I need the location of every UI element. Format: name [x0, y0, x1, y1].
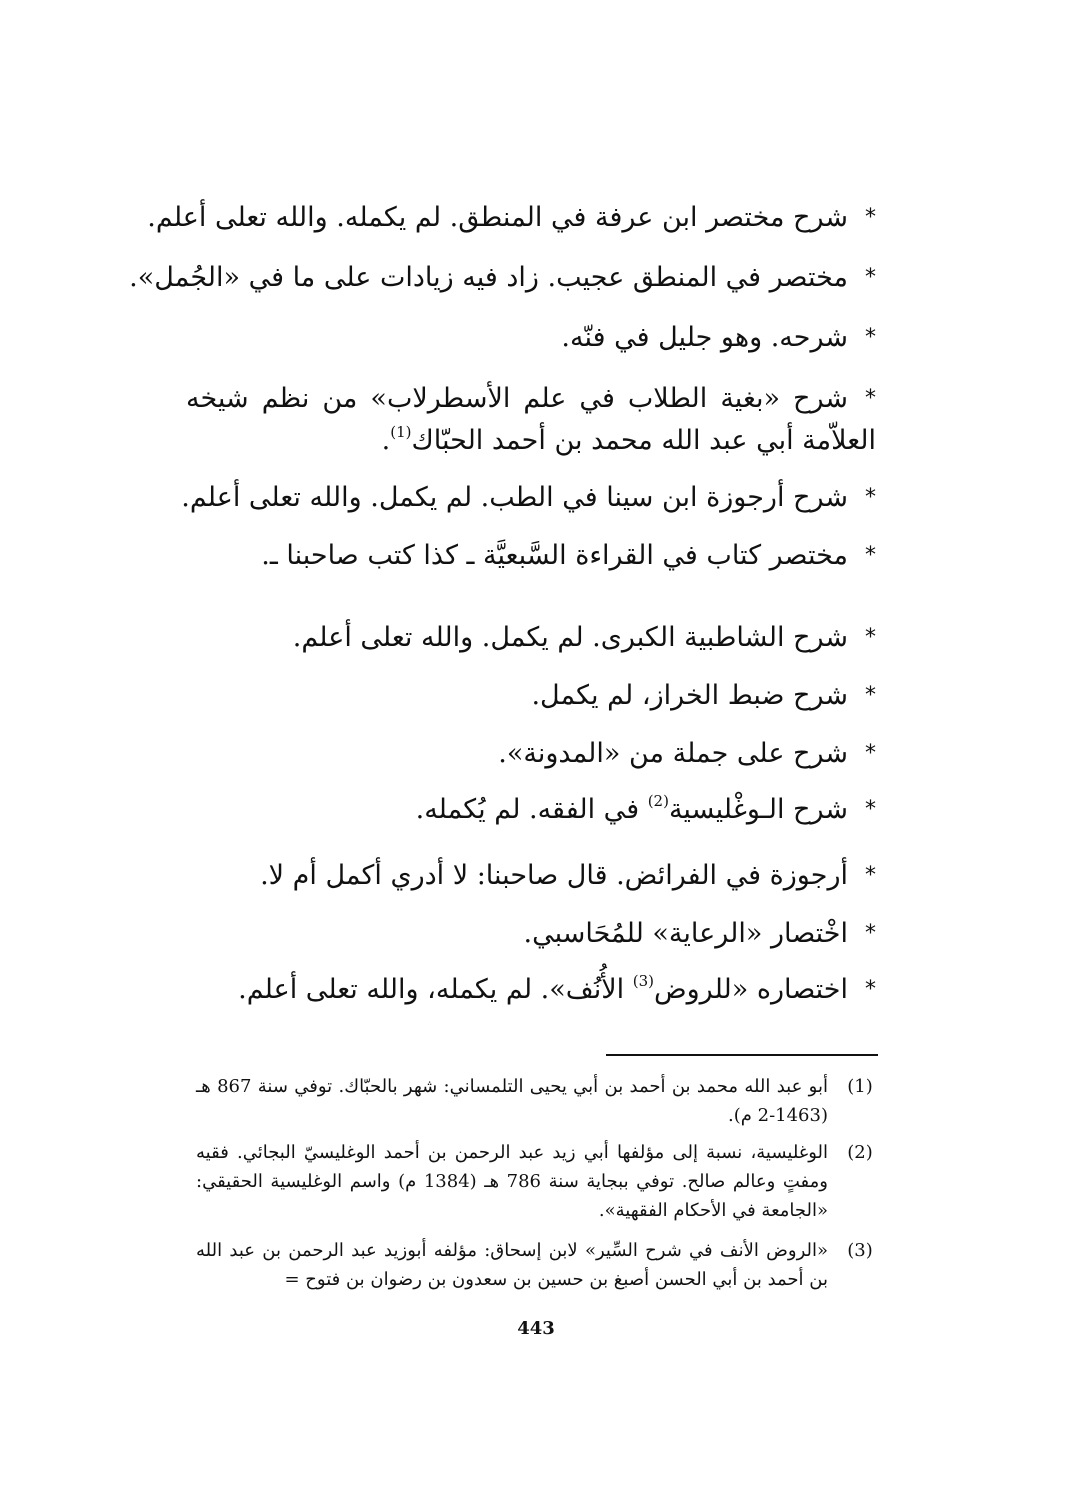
bullet-mark: * — [865, 625, 876, 650]
list-item — [181, 478, 876, 518]
footnote — [196, 1236, 876, 1294]
bullet-mark: * — [865, 921, 876, 946]
list-item — [147, 198, 876, 238]
item-text: شرح على جملة من «المدونة». — [498, 738, 848, 769]
bullet-mark: * — [865, 683, 876, 708]
bullet-mark: * — [865, 797, 876, 822]
bullet-mark: * — [865, 325, 876, 350]
list-item — [260, 856, 876, 896]
list-item — [524, 914, 876, 954]
item-text: شرحه. وهو جليل في فنّه. — [561, 322, 848, 353]
item-text: شرح «بغية الطلاب في علم الأسطرلاب» من نظم شيخه العلاّمة أبي عبد الله محمد بن أحمد الحبّاك — [186, 383, 876, 456]
list-item — [561, 318, 876, 358]
footnote-ref: (1) — [390, 423, 412, 441]
bullet-mark: * — [865, 265, 876, 290]
list-item — [293, 618, 876, 658]
item-text: مختصر في المنطق عجيب. زاد فيه زيادات على ما في «الجُمل». — [129, 262, 848, 293]
item-text-end: الأُنُف». لم يكمله، والله تعلى أعلم. — [238, 974, 633, 1005]
list-item — [129, 258, 876, 298]
footnote-separator — [606, 1054, 878, 1056]
footnote-text: أبو عبد الله محمد بن أحمد بن أبي يحيى التلمساني: شهر بالحبّاك. توفي سنة 867 هـ (1463-2 م). — [196, 1076, 828, 1126]
footnote-text: الوغليسية، نسبة إلى مؤلفها أبي زيد عبد الرحمن بن أحمد الوغليسيّ البجائي. فقيه ومفتٍ وعالم صالح. توفي ببجاية سنة 786 هـ (1384 م) واسم الوغليسية الحقيقي: «الجامعة في الأحكام الفقهية». — [196, 1142, 828, 1221]
footnote — [196, 1072, 876, 1130]
item-text: أرجوزة في الفرائض. قال صاحبنا: لا أدري أكمل أم لا. — [260, 860, 848, 891]
item-text: شرح مختصر ابن عرفة في المنطق. لم يكمله. والله تعلى أعلم. — [147, 202, 848, 233]
item-text: مختصر كتاب في القراءة السَّبعيَّة ـ كذا كتب صاحبنا ـ. — [261, 540, 848, 571]
bullet-mark: * — [865, 543, 876, 568]
footnote-number: (1) — [847, 1076, 873, 1097]
list-item — [416, 790, 876, 830]
list-item — [261, 536, 876, 576]
item-text: شرح الـوغْليسية — [668, 794, 848, 825]
bullet-mark: * — [865, 741, 876, 766]
item-text-end: . — [381, 425, 391, 456]
footnote — [196, 1138, 876, 1225]
footnote-ref: (2) — [647, 792, 669, 810]
bullet-mark: * — [865, 386, 876, 411]
bullet-mark: * — [865, 977, 876, 1002]
item-text: شرح أرجوزة ابن سينا في الطب. لم يكمل. والله تعلى أعلم. — [181, 482, 848, 513]
list-item — [531, 676, 876, 716]
list-item — [498, 734, 876, 774]
footnote-number: (3) — [847, 1240, 873, 1261]
page-number: 443 — [517, 1318, 555, 1339]
list-item — [238, 970, 876, 1010]
list-item — [186, 378, 876, 462]
item-text: شرح الشاطبية الكبرى. لم يكمل. والله تعلى أعلم. — [292, 622, 848, 653]
footnote-number: (2) — [847, 1142, 873, 1163]
item-text-end: في الفقه. لم يُكمله. — [415, 794, 648, 825]
footnote-text: «الروض الأنف في شرح السِّير» لابن إسحاق: مؤلفه أبوزيد عبد الرحمن بن عبد الله بن أحمد بن أبي الحسن أصبغ بن حسين بن سعدون بن رضوان بن فتوح = — [196, 1240, 828, 1290]
bullet-mark: * — [865, 485, 876, 510]
bullet-mark: * — [865, 863, 876, 888]
footnote-ref: (3) — [632, 972, 654, 990]
item-text: اخْتصار «الرعاية» للمُحَاسبي. — [523, 918, 848, 949]
item-text: اختصاره «للروض — [653, 974, 848, 1005]
item-text: شرح ضبط الخراز، لم يكمل. — [531, 680, 848, 711]
bullet-mark: * — [865, 205, 876, 230]
